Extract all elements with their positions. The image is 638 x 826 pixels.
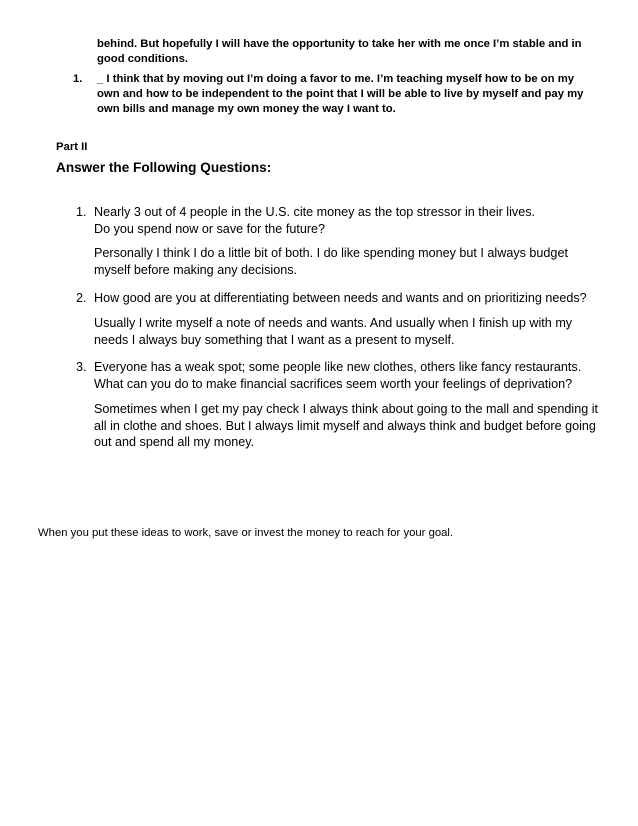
item-1-line-2: own and how to be independent to the point that I will be able to live by myself and pay my	[97, 88, 584, 100]
answer-3-line-2: all in clothe and shoes. But I always limit myself and always think and budget before going	[94, 418, 596, 433]
item-1-line-3: own bills and manage my own money the way I want to.	[97, 103, 396, 115]
answer-3-line-1: Sometimes when I get my pay check I always think about going to the mall and spending it	[94, 402, 599, 416]
footer-note: When you put these ideas to work, save or invest the money to reach for your goal.	[38, 527, 454, 539]
question-2-line-1: How good are you at differentiating between needs and wants and on prioritizing needs?	[94, 291, 587, 305]
answer-2-text	[94, 315, 614, 348]
answer-3-text	[94, 401, 624, 451]
item-1-number: 1.	[73, 73, 83, 85]
answer-1-text	[94, 245, 614, 278]
part-label: Part II	[56, 141, 88, 153]
question-2-text	[94, 290, 624, 307]
section-heading: Answer the Following Questions:	[56, 160, 272, 175]
answer-2-line-1: Usually I write myself a note of needs and wants. And usually when I finish up with my	[94, 316, 573, 330]
question-1-line-2: Do you spend now or save for the future?	[94, 221, 326, 236]
question-1-text	[94, 204, 614, 237]
item-1-line-1: _ I think that by moving out I’m doing a favor to me. I’m teaching myself how to be on my	[97, 73, 575, 85]
item-1-paragraph	[97, 72, 617, 117]
question-3-number: 3.	[76, 360, 87, 374]
question-1-line-1: Nearly 3 out of 4 people in the U.S. cite money as the top stressor in their lives.	[94, 205, 536, 219]
answer-3-line-3: out and spend all my money.	[94, 435, 255, 449]
question-2-number: 2.	[76, 291, 87, 305]
answer-1-line-2: myself before making any decisions.	[94, 262, 297, 277]
continuation-line-1: behind. But hopefully I will have the opportunity to take her with me once I’m stable and in	[97, 38, 582, 50]
question-3-text	[94, 359, 624, 392]
continuation-paragraph	[97, 37, 617, 67]
question-3-line-2: What can you do to make financial sacrifices seem worth your feelings of deprivation?	[94, 376, 573, 391]
continuation-line-2: good conditions.	[97, 53, 188, 65]
question-1-number: 1.	[76, 205, 87, 219]
answer-2-line-2: needs I always buy something that I want as a present to myself.	[94, 332, 455, 347]
question-3-line-1: Everyone has a weak spot; some people like new clothes, others like fancy restaurants.	[94, 360, 582, 374]
answer-1-line-1: Personally I think I do a little bit of both. I do like spending money but I always budget	[94, 246, 568, 260]
